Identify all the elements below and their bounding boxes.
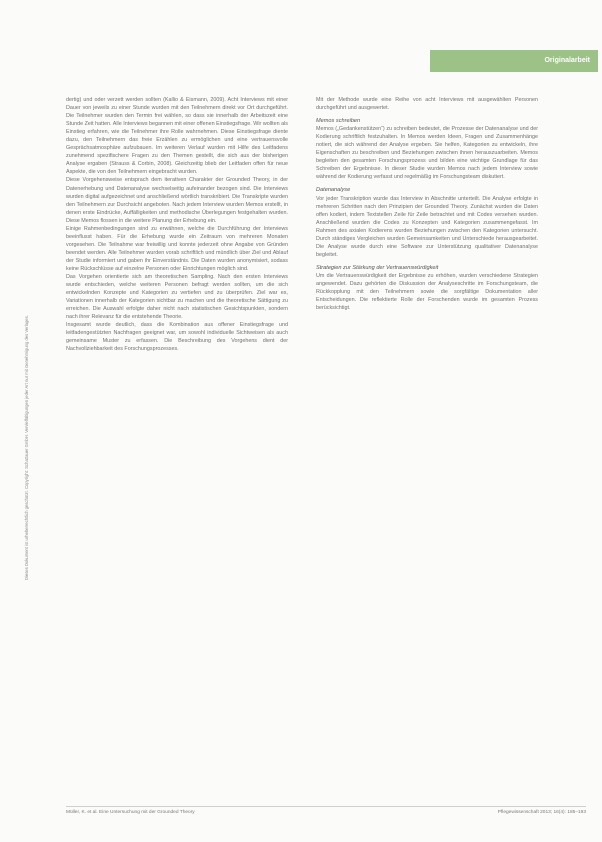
intro-paragraph: Mit der Methode wurde eine Reihe von acht Interviews mit ausgewählten Personen durchgeführt und ausgewertet. [316,97,538,112]
paragraph: Einige Rahmenbedingungen sind zu erwähnen, welche die Durchführung der Interviews beeinflusst haben. Für die Erhebung wurde ein Zeitraum von mehreren Monaten vorgesehen. Die Teilnahme war freiwillig und konnte jederzeit ohne Angabe von Gründen beendet werden. Alle Teilnehmer wurden vorab schriftlich und mündlich über Ziel und Ablauf der Studie informiert und gaben ihr Einverständnis. Die Daten wurden anonymisiert, sodass keine Rückschlüsse auf einzelne Personen oder Einrichtungen möglich sind. [66,225,288,272]
paragraph: Diese Vorgehensweise entsprach dem iterativen Charakter der Grounded Theory, in der Datenerhebung und Datenanalyse wechselseitig aufeinander bezogen sind. Die Interviews wurden digital aufgezeichnet und anschließend wörtlich transkribiert. Die Transkripte wurden den Teilnehmern zur Durchsicht angeboten. Nach jedem Interview wurden Memos erstellt, in denen erste Eindrücke, Auffälligkeiten und methodische Überlegungen festgehalten wurden. Diese Memos flossen in die weitere Planung der Erhebung ein. [66,177,288,224]
footer-citation: Müller, K. et al. Eine Untersuchung mit der Grounded Theory [66,810,195,815]
section-text: Memos („Gedankenstützen“) zu schreiben bedeutet, die Prozesse der Datenanalyse und der Kodierung schriftlich festzuhalten. In Memos werden Ideen, Fragen und Zusammenhänge notiert, die sich während der Analyse ergeben. Sie helfen, Kategorien zu entwickeln, ihre Eigenschaften zu beschreiben und Beziehungen zwischen ihnen herauszuarbeiten. Memos begleiten den gesamten Forschungsprozess und bilden eine wichtige Grundlage für das Schreiben der Ergebnisse. In dieser Studie wurden Memos nach jedem Interview sowie während der Kodierung verfasst und regelmäßig im Forschungsteam diskutiert. [316,126,538,181]
paragraph: Insgesamt wurde deutlich, dass die Kombination aus offener Einstiegsfrage und leitfadengestützten Nachfragen geeignet war, um sowohl individuelle Sichtweisen als auch gemeinsame Muster zu erfassen. Die Beschreibung des Vorgehens dient der Nachvollziehbarkeit des Forschungsprozesses. [66,322,288,353]
section-tag: Originalarbeit [430,50,598,72]
right-column [316,96,538,312]
paragraph: dertig) und oder verzett werden sollten (Kallio & Eismann, 2009). Acht Interviews mit einer Dauer von jeweils zu einer Stunde wurden mit den Teilnehmern direkt vor Ort durchgeführt. Die Teilnehmer wurden den Termin frei wählen, so dass sie innerhalb der Arbeitszeit eine Stunde Zeit hatten. Alle Interviews begannen mit einer offenen Einstiegsfrage. Wir wollten als Einstieg erfahren, wie die Teilnehmer ihre Rolle wahrnehmen. Diese Einstiegsfrage diente dazu, den Teilnehmern das freie Erzählen zu ermöglichen und eine vertrauensvolle Gesprächsatmosphäre aufzubauen. Im weiteren Verlauf wurden mit Hilfe des Leitfadens zunehmend spezifischere Fragen zu den Themen gestellt, die sich aus der bisherigen Analyse ergaben (Strauss & Corbin, 2008). Gleichzeitig blieb der Leitfaden offen für neue Aspekte, die von den Teilnehmern eingebracht wurden. [66,97,288,176]
copyright-side-note: Dieses Dokument ist urheberrechtlich geschützt. Copyright: Schattauer GmbH. Vervielfältigungen jeder Art nur mit Genehmigung des Verlages. [24,315,29,580]
left-column [66,96,288,354]
section-text: Vor jeder Transkription wurde das Interview in Abschnitte unterteilt. Die Analyse erfolgte in mehreren Schritten nach den Prinzipien der Grounded Theory. Zunächst wurden die Daten offen kodiert, indem Textstellen Zeile für Zeile betrachtet und mit Codes versehen wurden. Anschließend wurden die Codes zu Konzepten und Kategorien zusammengefasst. Im Rahmen des axialen Kodierens wurden Beziehungen zwischen den Kategorien untersucht. Durch ständiges Vergleichen wurden Gemeinsamkeiten und Unterschiede herausgearbeitet. Die Analyse wurde durch eine Software zur Unterstützung qualitativer Datenanalyse begleitet. [316,195,538,258]
section-heading-memos: Memos schreiben [316,118,361,125]
footer-journal: Pflegewissenschaft 2013; 16(4): 185–193 [497,810,586,815]
page-footer [66,806,586,819]
section-heading-datenanalyse: Datenanalyse [316,187,351,194]
paragraph: Das Vorgehen orientierte sich am theoretischen Sampling. Nach den ersten Interviews wurde entschieden, welche weiteren Personen befragt werden sollten, um die sich entwickelnden Konzepte und Kategorien zu vertiefen und zu überprüfen. Ziel war es, Variationen innerhalb der Kategorien sichtbar zu machen und die theoretische Sättigung zu erreichen. Die Auswahl erfolgte daher nicht nach statistischen Gesichtspunkten, sondern nach ihrer Relevanz für die entstehende Theorie. [66,274,288,321]
section-text: Um die Vertrauenswürdigkeit der Ergebnisse zu erhöhen, wurden verschiedene Strategien angewendet. Dazu gehörten die Diskussion der Analyseschritte im Forschungsteam, die Rückkopplung mit den Teilnehmern sowie die sorgfältige Dokumentation aller Entscheidungen. Die reflektierte Rolle der Forschenden wurde im gesamten Prozess berücksichtigt. [316,272,538,312]
section-heading-vertrauenswuerdigkeit: Strategien zur Stärkung der Vertrauenswürdigkeit [316,264,439,271]
